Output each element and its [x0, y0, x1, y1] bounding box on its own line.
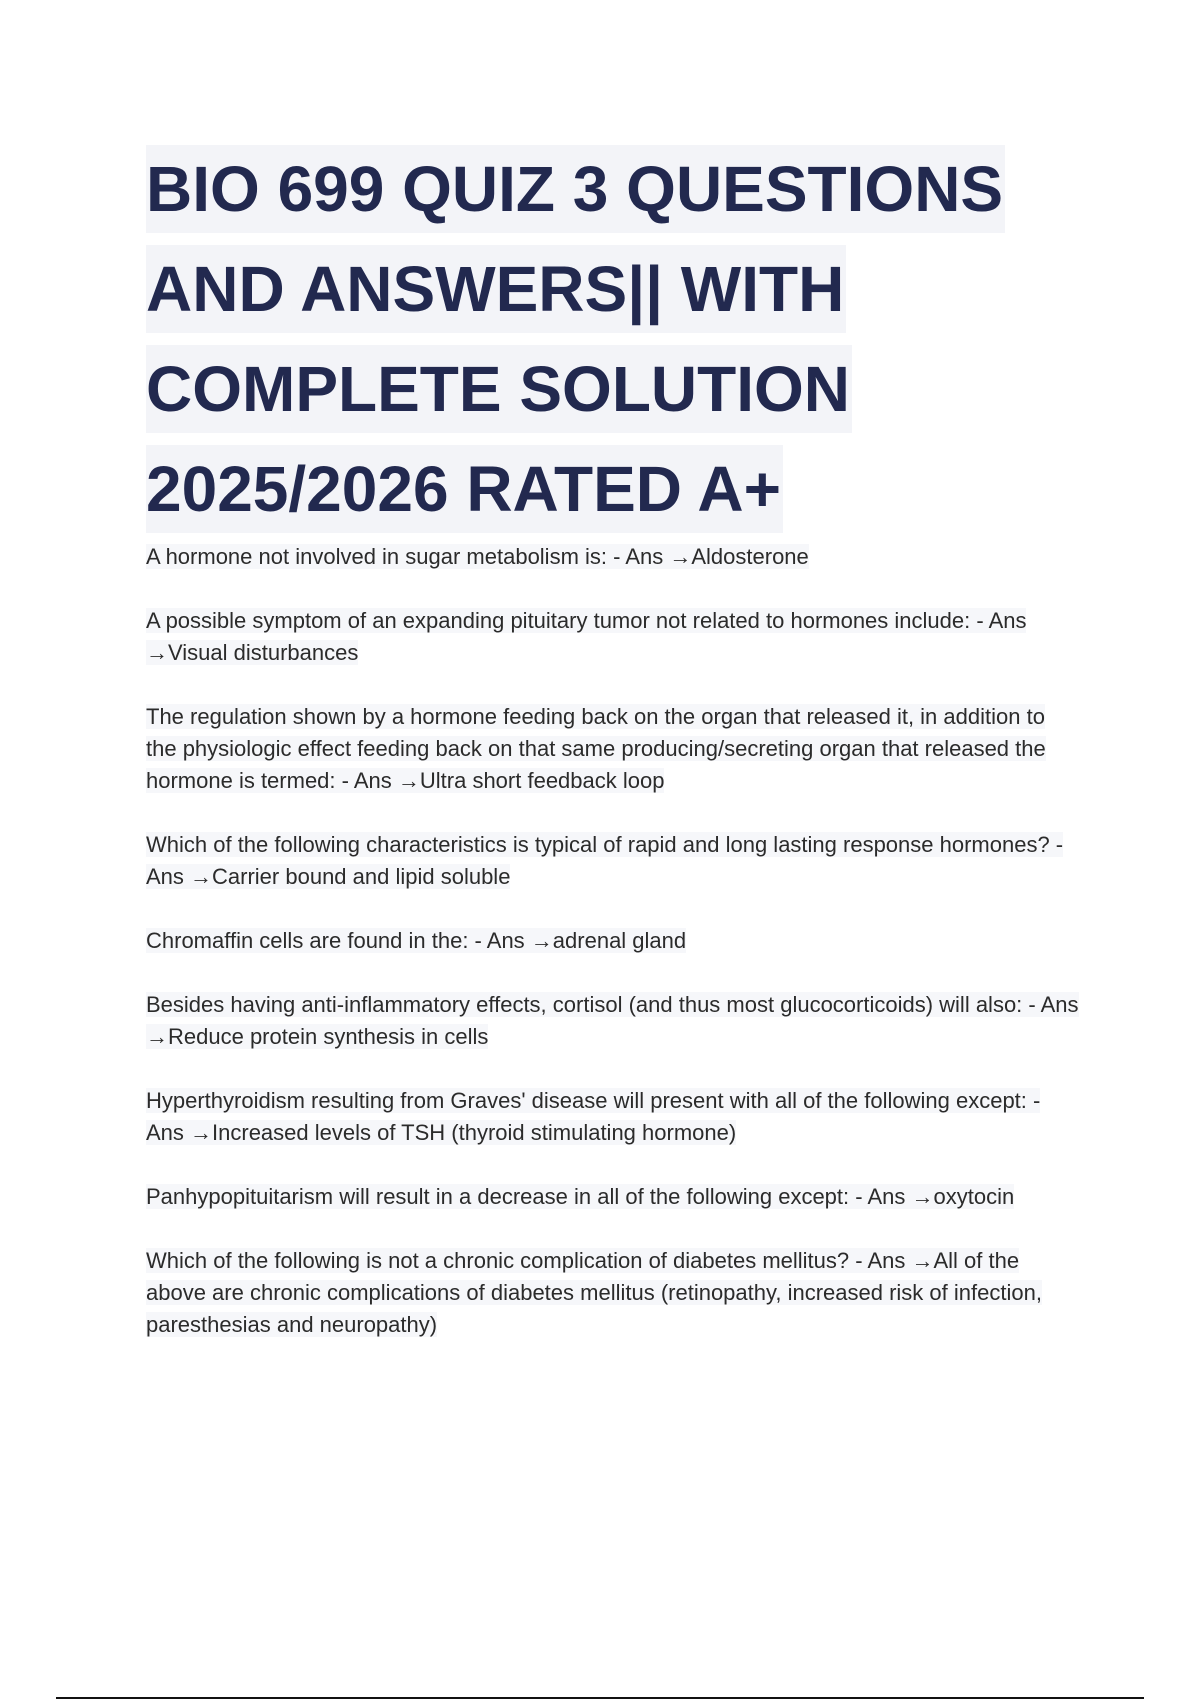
title-line-1: BIO 699 QUIZ 3 QUESTIONS [146, 145, 1005, 233]
qa-item [146, 829, 1081, 893]
bottom-divider [56, 1697, 1144, 1699]
qa-item [146, 989, 1081, 1053]
qa-text: Panhypopituitarism will result in a decrease in all of the following except: - Ans →oxytocin [146, 1184, 1015, 1209]
qa-item [146, 1085, 1081, 1149]
qa-text: Besides having anti-inflammatory effects, cortisol (and thus most glucocorticoids) will also: - Ans →Reduce protein synthesis in cells [146, 992, 1079, 1049]
qa-text: A possible symptom of an expanding pituitary tumor not related to hormones include: - Ans →Visual disturbances [146, 608, 1027, 665]
qa-item [146, 541, 1081, 573]
qa-text: Chromaffin cells are found in the: - Ans →adrenal gland [146, 928, 687, 953]
qa-text: Hyperthyroidism resulting from Graves' disease will present with all of the following except: - Ans →Increased levels of TSH (thyroid stimulating hormone) [146, 1088, 1041, 1145]
qa-item [146, 605, 1081, 669]
qa-item [146, 701, 1081, 797]
qa-item [146, 925, 1081, 957]
title-line-4: 2025/2026 RATED A+ [146, 445, 783, 533]
title-line-2: AND ANSWERS|| WITH [146, 245, 846, 333]
qa-text: A hormone not involved in sugar metabolism is: - Ans →Aldosterone [146, 544, 809, 569]
qa-list [146, 541, 1081, 1373]
title-line-3: COMPLETE SOLUTION [146, 345, 852, 433]
qa-text: The regulation shown by a hormone feeding back on the organ that released it, in addition to the physiologic effect feeding back on that same producing/secreting organ that released the hormone is termed: - Ans →Ultra short feedback loop [146, 704, 1046, 793]
qa-item [146, 1245, 1081, 1341]
qa-item [146, 1181, 1081, 1213]
qa-text: Which of the following characteristics is typical of rapid and long lasting response hormones? - Ans →Carrier bound and lipid soluble [146, 832, 1064, 889]
qa-text: Which of the following is not a chronic complication of diabetes mellitus? - Ans →All of the above are chronic complications of diabetes mellitus (retinopathy, increased risk of infection, paresthesias and neuropathy) [146, 1248, 1042, 1337]
document-title [146, 145, 1086, 545]
